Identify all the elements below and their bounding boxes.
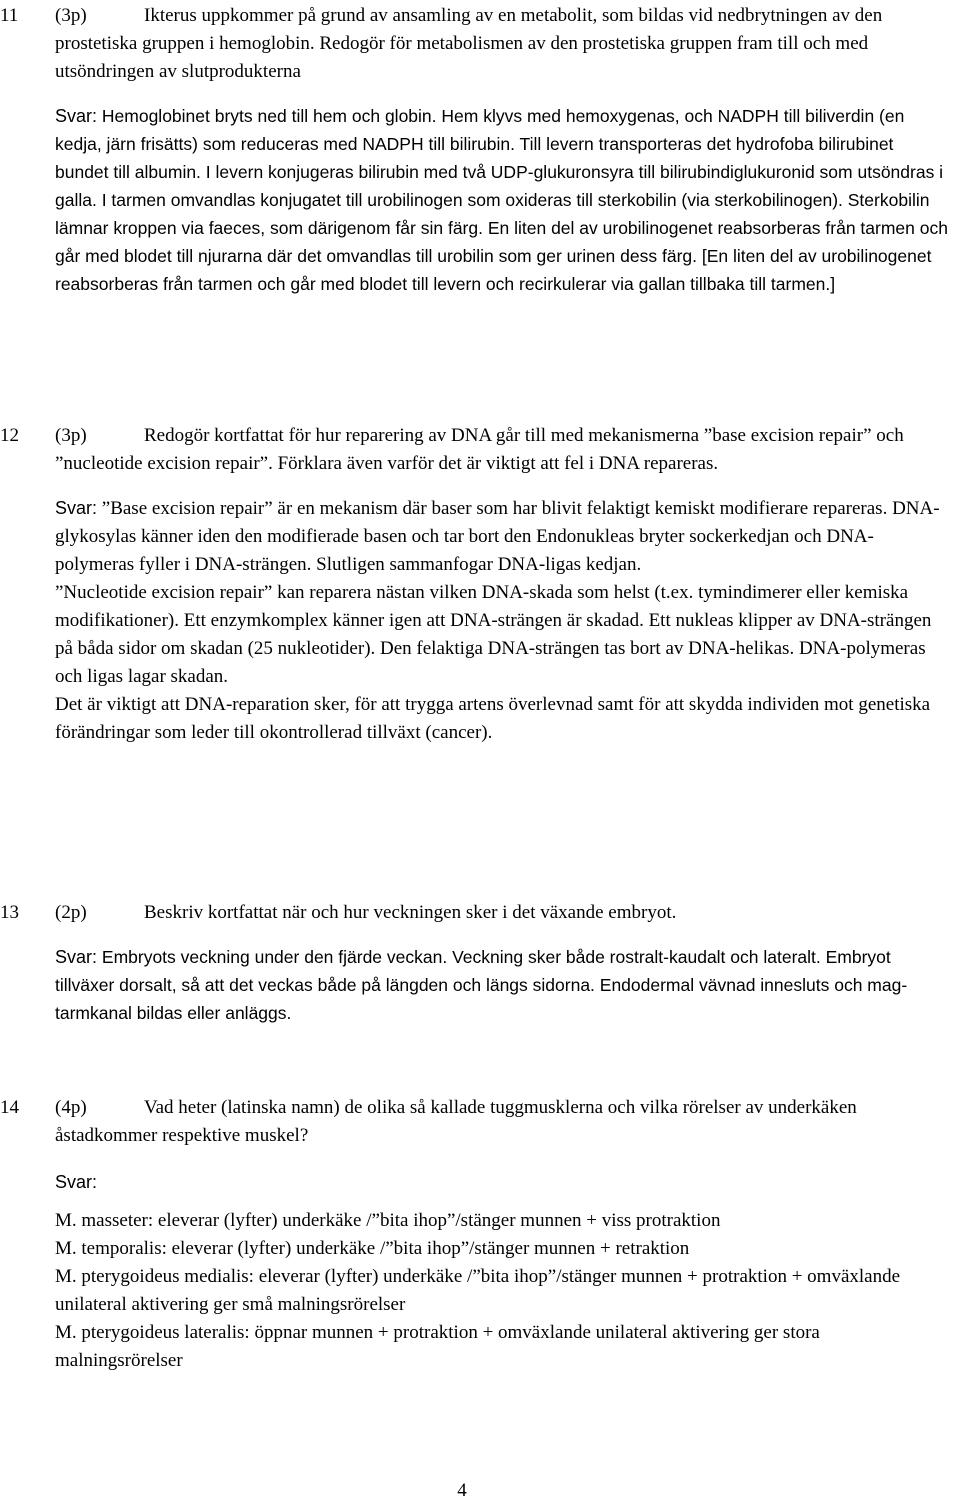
- answer-paragraph: ”Nucleotide excision repair” kan reparera nästan vilken DNA-skada som helst (t.ex. tymindimerer eller kemiska modifikationer). Ett enzymkomplex känner igen att DNA-strängen är skadad. Ett nukleas klipper av DNA-strängen på båda sidor om skadan (25 nukleotider). Den felaktiga DNA-strängen tas bort av DNA-helikas. DNA-polymeras och ligas lagar skadan.: [55, 582, 932, 687]
- answer-label-line: [55, 1168, 950, 1197]
- answer-label: Svar:: [55, 947, 98, 967]
- question-text: Beskriv kortfattat när och hur veckningen sker i det växande embryot.: [144, 902, 677, 923]
- question-14: [0, 1094, 950, 1375]
- question-text: Redogör kortfattat för hur reparering av DNA går till med mekanismerna ”base excision repair” och ”nucleotide excision repair”. Förklara även varför det är viktigt att fel i DNA repareras.: [55, 425, 904, 474]
- question-number: 12: [0, 425, 19, 446]
- question-number: 14: [0, 1097, 19, 1118]
- muscle-item: M. pterygoideus medialis: eleverar (lyfter) underkäke /”bita ihop”/stänger munnen + protraktion + omväxlande unilateral aktivering ger små malningsrörelser: [55, 1266, 901, 1315]
- question-text: Ikterus uppkommer på grund av ansamling av en metabolit, som bildas vid nedbrytningen av den prostetiska gruppen i hemoglobin. Redogör för metabolismen av den prostetiska gruppen fram till och med utsöndringen av slutprodukterna: [55, 5, 883, 82]
- answer-text: Hemoglobinet bryts ned till hem och globin. Hem klyvs med hemoxygenas, och NADPH till biliverdin (en kedja, järn frisätts) som reduceras med NADPH till bilirubin. Till levern transporteras det hydrofoba bilirubinet bundet till albumin. I levern konjugeras bilirubin med två UDP-glukuronsyra till bilirubindiglukuronid som utsöndras i galla. I tarmen omvandlas konjugatet till urobilinogen som oxideras till sterkobilin (via sterkobilinogen). Sterkobilin lämnar kroppen via faeces, som därigenom får sin färg. En liten del av urobilinogenet reabsorberas från tarmen och går med blodet till njurarna där det omvandlas till urobilin som ger urinen dess färg. [En liten del av urobilinogenet reabsorberas från tarmen och går med blodet till levern och recirkulerar via gallan tillbaka till tarmen.]: [55, 106, 948, 294]
- answer-13: [0, 943, 950, 1027]
- answer-14: [0, 1168, 950, 1375]
- answer-11: [0, 102, 950, 298]
- muscle-item: M. masseter: eleverar (lyfter) underkäke /”bita ihop”/stänger munnen + viss protraktion: [55, 1210, 721, 1231]
- question-number: 13: [0, 902, 19, 923]
- answer-label: Svar:: [55, 106, 98, 126]
- answer-paragraph: [55, 102, 950, 298]
- answer-text: Embryots veckning under den fjärde veckan. Veckning sker både rostralt-kaudalt och lateralt. Embryot tillväxer dorsalt, så att det veckas både på längden och längs sidorna. Endodermal vävnad innesluts och mag-tarmkanal bildas eller anläggs.: [55, 947, 908, 1023]
- question-points: (4p): [55, 1097, 87, 1118]
- answer-text: ”Base excision repair” är en mekanism där baser som har blivit felaktigt kemiskt modifierare repareras. DNA-glykosylas känner iden den modifierade basen och tar bort den Endonukleas bryter sockerkedjan och DNA-polymeras fyller i DNA-strängen. Slutligen sammanfogar DNA-ligas kedjan.: [55, 498, 940, 575]
- answer-label: Svar:: [55, 498, 98, 518]
- answer-label: Svar:: [55, 1172, 98, 1192]
- question-points: (2p): [55, 902, 87, 923]
- question-11: [0, 2, 950, 298]
- question-14-header: [0, 1094, 950, 1150]
- answer-paragraph: Det är viktigt att DNA-reparation sker, för att trygga artens överlevnad samt för att skydda individen mot genetiska förändringar som leder till okontrollerad tillväxt (cancer).: [55, 694, 931, 743]
- question-11-header: [0, 2, 950, 86]
- question-12-header: [0, 422, 950, 478]
- answer-paragraph: [55, 494, 950, 579]
- question-13: [0, 899, 950, 1027]
- question-points: (3p): [55, 425, 87, 446]
- question-12: [0, 422, 950, 747]
- muscle-item: M. temporalis: eleverar (lyfter) underkäke /”bita ihop”/stänger munnen + retraktion: [55, 1238, 690, 1259]
- question-number: 11: [0, 5, 19, 26]
- question-13-header: [0, 899, 950, 927]
- answer-paragraph: [55, 943, 950, 1027]
- question-points: (3p): [55, 5, 87, 26]
- answer-12: [0, 494, 950, 747]
- page-number: 4: [457, 1480, 467, 1501]
- muscle-item: M. pterygoideus lateralis: öppnar munnen + protraktion + omväxlande unilateral aktivering ger stora malningsrörelser: [55, 1322, 820, 1371]
- question-text: Vad heter (latinska namn) de olika så kallade tuggmusklerna och vilka rörelser av underkäken åstadkommer respektive muskel?: [55, 1097, 857, 1146]
